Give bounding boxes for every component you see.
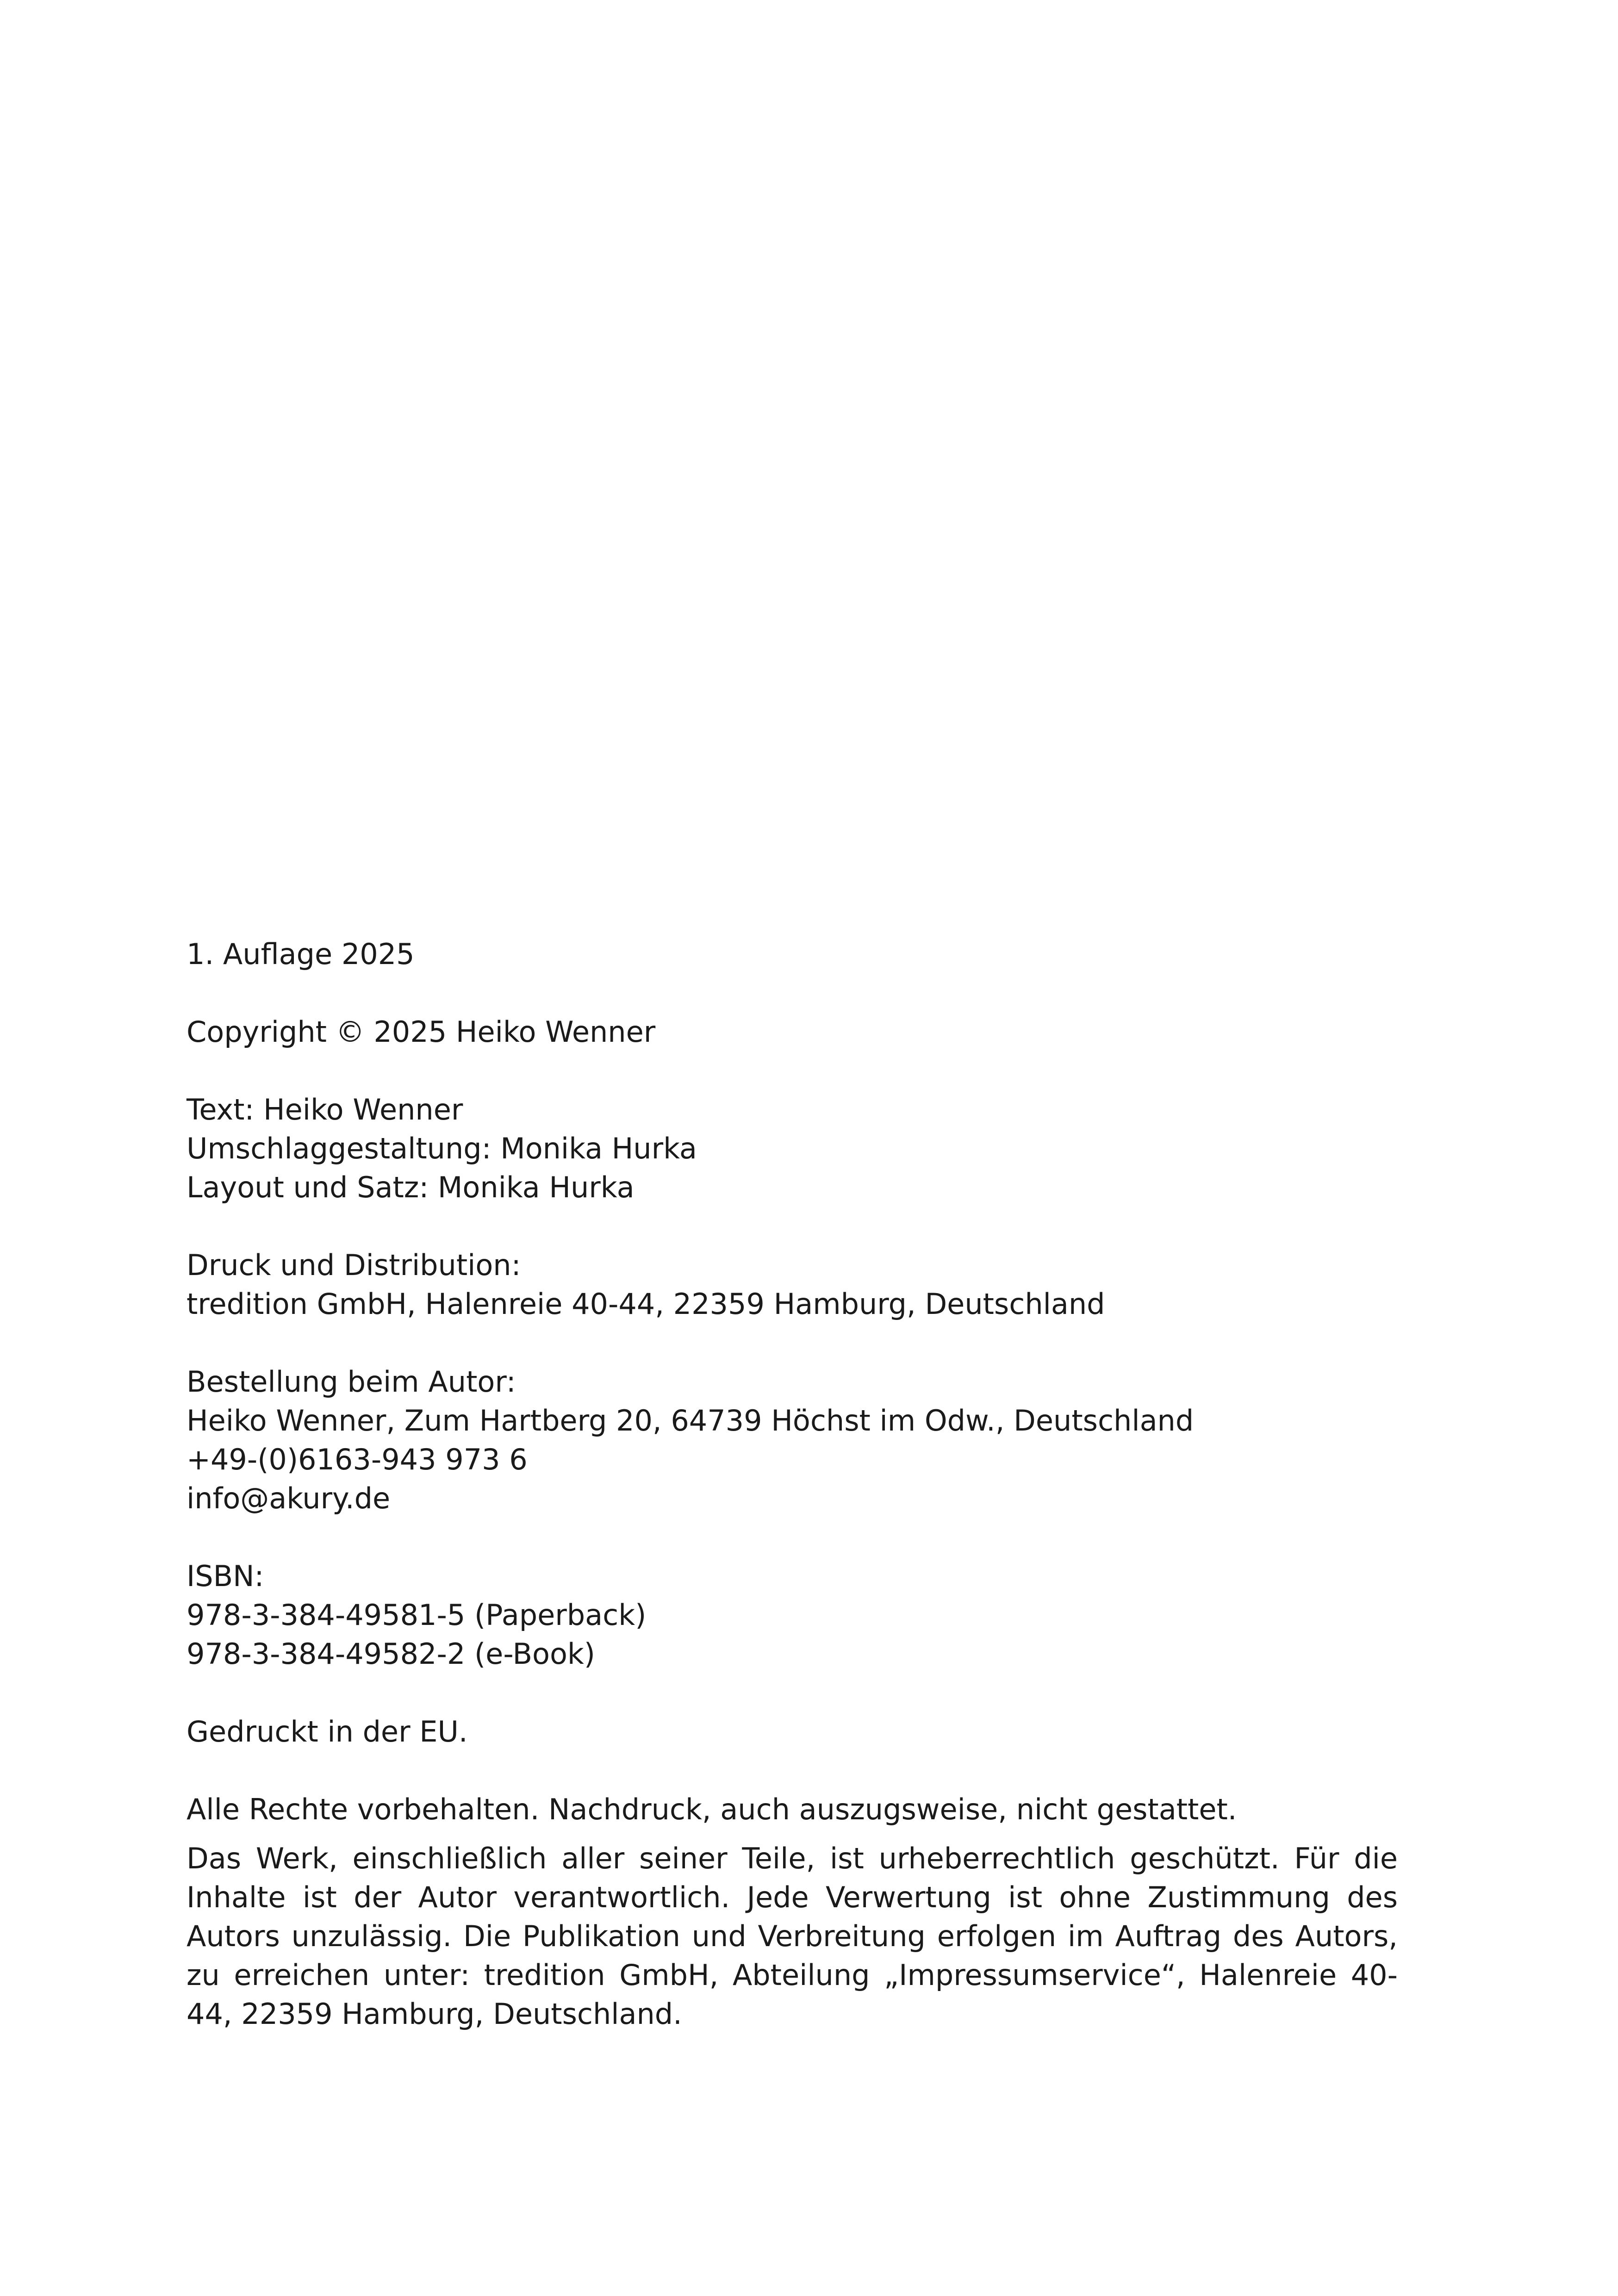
distribution-address: tredition GmbH, Halenreie 40-44, 22359 Hamburg, Deutschland	[187, 1287, 1105, 1321]
order-address: Heiko Wenner, Zum Hartberg 20, 64739 Höchst im Odw., Deutschland	[187, 1404, 1194, 1437]
credit-layout: Layout und Satz: Monika Hurka	[187, 1170, 635, 1204]
credits-block	[187, 1090, 1398, 1207]
imprint-section	[187, 935, 1398, 2034]
order-phone: +49-(0)6163-943 973 6	[187, 1443, 528, 1476]
rights-block	[187, 1790, 1398, 1829]
isbn-heading: ISBN:	[187, 1559, 264, 1593]
edition-block	[187, 935, 1398, 974]
credit-cover-design: Umschlaggestaltung: Monika Hurka	[187, 1132, 697, 1165]
order-heading: Bestellung beim Autor:	[187, 1365, 516, 1399]
legal-notice: Das Werk, einschließlich aller seiner Teile, ist urheberrechtlich geschützt. Für die Inhalte ist der Autor verantwortlich. Jede Verwertung ist ohne Zustimmung des Autors unzulässig. Die Publikation und Verbreitung erfolgen im Auftrag des Autors, zu erreichen unter: tredition GmbH, Abteilung „Impressumservice“, Halenreie 40-44, 22359 Hamburg, Deutschland.	[187, 1842, 1398, 2031]
isbn-block	[187, 1557, 1398, 1674]
printed-text: Gedruckt in der EU.	[187, 1715, 468, 1748]
edition-text: 1. Auflage 2025	[187, 937, 415, 971]
distribution-heading: Druck und Distribution:	[187, 1248, 521, 1282]
order-block	[187, 1363, 1398, 1518]
printed-block	[187, 1712, 1398, 1751]
isbn-paperback: 978-3-384-49581-5 (Paperback)	[187, 1598, 647, 1632]
order-email: info@akury.de	[187, 1481, 391, 1515]
distribution-block	[187, 1246, 1398, 1324]
credit-text: Text: Heiko Wenner	[187, 1093, 463, 1126]
isbn-ebook: 978-3-384-49582-2 (e-Book)	[187, 1637, 595, 1671]
copyright-text: Copyright © 2025 Heiko Wenner	[187, 1015, 656, 1049]
rights-text: Alle Rechte vorbehalten. Nachdruck, auch auszugsweise, nicht gestattet.	[187, 1792, 1237, 1826]
copyright-block	[187, 1013, 1398, 1052]
